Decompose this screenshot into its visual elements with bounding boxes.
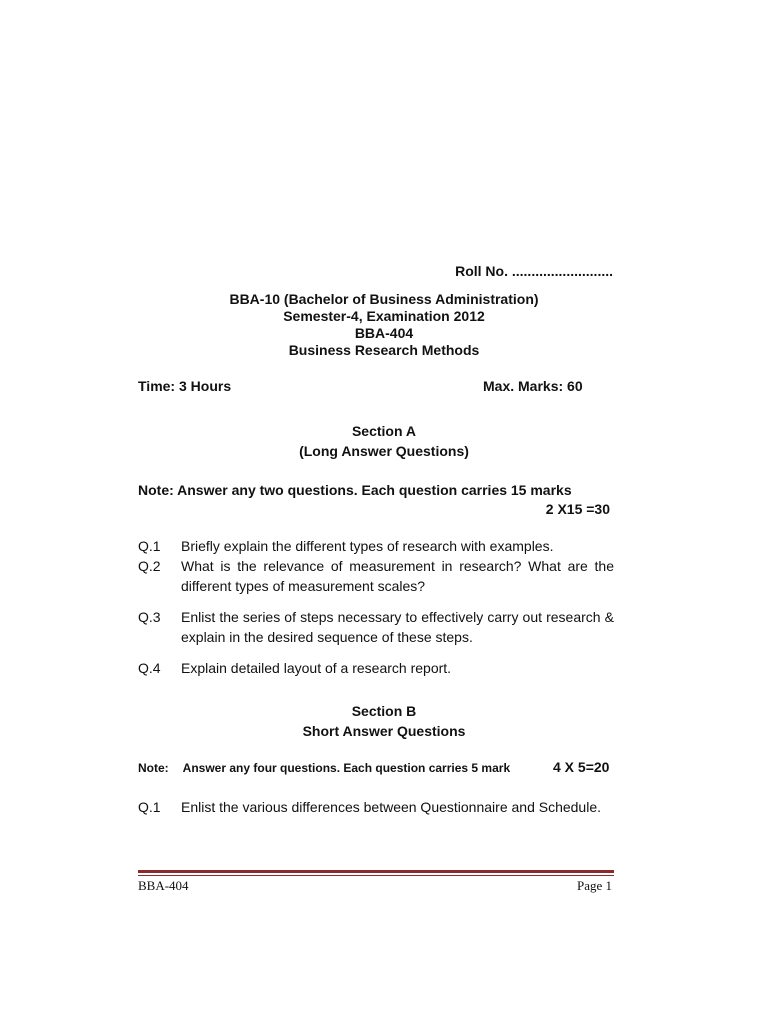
question-text: Explain detailed layout of a research report. [181, 660, 452, 676]
question-number: Q.2 [138, 558, 161, 574]
question-text: Briefly explain the different types of research with examples. [181, 538, 554, 554]
question-number: Q.3 [138, 609, 161, 625]
paper-code: BBA-404 [354, 325, 414, 341]
paper-title: Business Research Methods [288, 342, 480, 358]
footer-rule-thin [138, 875, 614, 876]
section-a-subtitle: (Long Answer Questions) [299, 443, 469, 459]
question-number: Q.1 [138, 538, 161, 554]
question-a1 [138, 536, 614, 556]
question-b1 [138, 797, 614, 817]
footer-page-number: Page 1 [576, 878, 612, 893]
question-text: Enlist the series of steps necessary to effectively carry out research & explain in the desired sequence of these steps. [181, 609, 614, 645]
section-b-subtitle: Short Answer Questions [302, 723, 466, 739]
section-b-note [138, 761, 510, 775]
note-text: Answer any four questions. Each question carries 5 mark [182, 761, 511, 775]
roll-number: Roll No. .......................... [455, 263, 613, 279]
section-a-note: Note: Answer any two questions. Each question carries 15 marks [138, 482, 572, 498]
section-a-title: Section A [351, 423, 417, 439]
max-marks: Max. Marks: 60 [483, 378, 583, 394]
note-label: Note: [138, 761, 169, 775]
section-b-marks: 4 X 5=20 [553, 759, 610, 775]
question-number: Q.4 [138, 660, 161, 676]
question-a2 [138, 556, 614, 596]
section-a-marks: 2 X15 =30 [545, 501, 610, 517]
exam-header [0, 291, 768, 359]
semester-exam: Semester-4, Examination 2012 [283, 308, 485, 324]
question-a4 [138, 658, 614, 678]
footer-paper-code: BBA-404 [138, 878, 189, 893]
exam-time: Time: 3 Hours [138, 378, 232, 394]
footer-rule-thick [138, 870, 614, 873]
question-text: What is the relevance of measurement in research? What are the different types of measurement scales? [181, 558, 614, 594]
question-number: Q.1 [138, 799, 161, 815]
section-b-title: Section B [351, 703, 417, 719]
course-name: BBA-10 (Bachelor of Business Administration) [229, 291, 539, 307]
question-text: Enlist the various differences between Questionnaire and Schedule. [181, 799, 602, 815]
question-a3 [138, 607, 614, 647]
